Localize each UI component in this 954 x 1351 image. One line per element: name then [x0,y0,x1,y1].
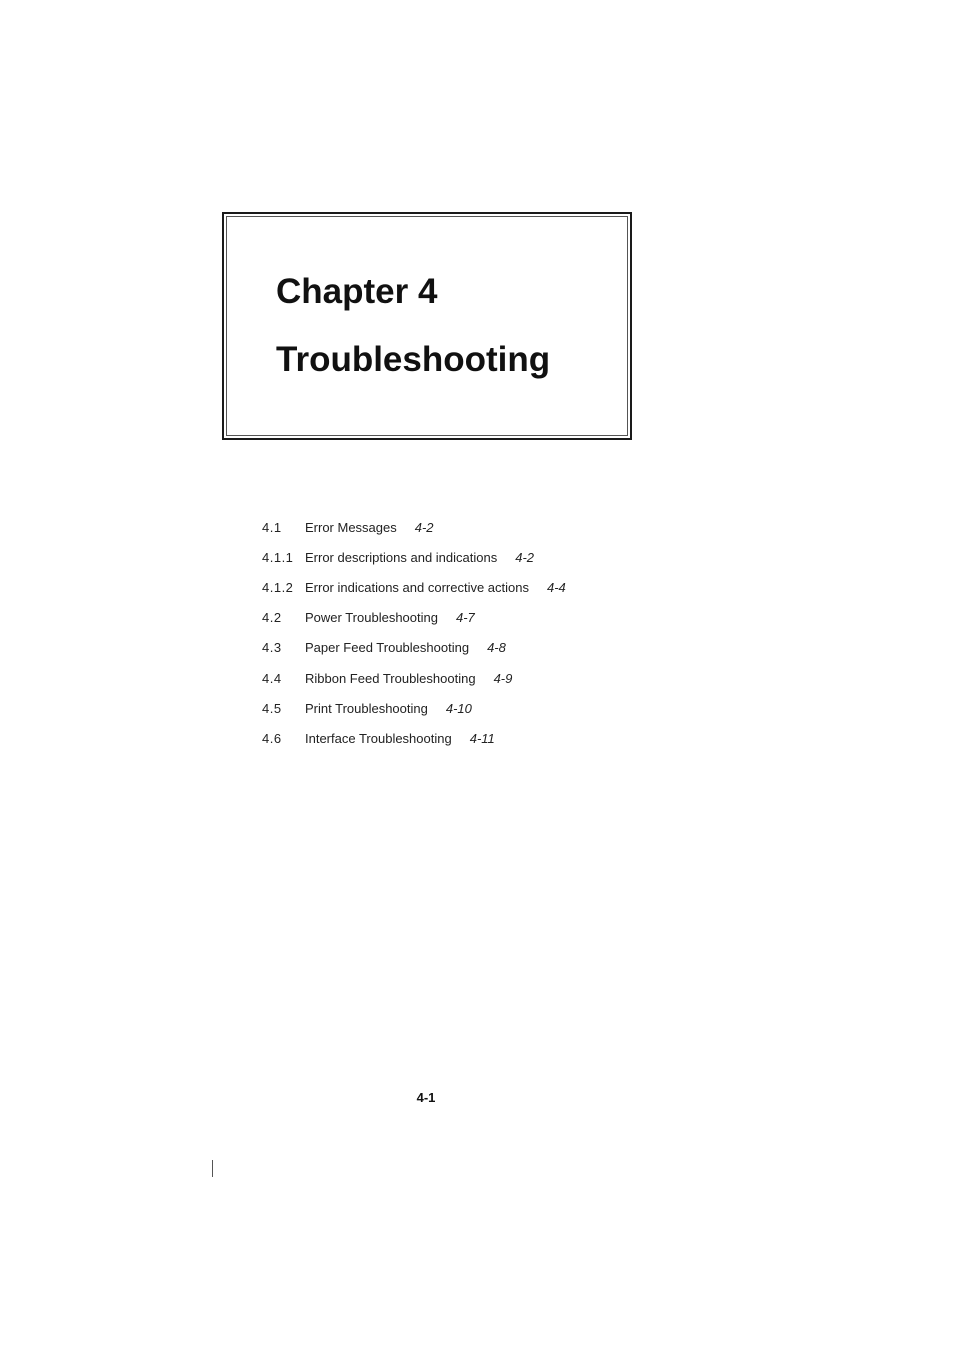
toc-section-title: Paper Feed Troubleshooting [305,640,470,656]
toc-section-title: Ribbon Feed Troubleshooting [305,670,476,686]
toc-section-number: 4.5 [262,700,282,716]
scan-mark [212,1160,213,1177]
toc-section-title: Interface Troubleshooting [305,730,452,746]
toc-section-number: 4.1.2 [262,579,294,595]
toc-entry[interactable] [262,693,566,723]
chapter-number: Chapter 4 [276,272,438,311]
toc-page-ref: 4-2 [515,549,535,565]
toc-entry[interactable] [262,512,566,542]
toc-entry[interactable] [262,663,566,693]
toc-section-number: 4.2 [262,610,282,626]
toc-section-number: 4.1.1 [262,549,294,565]
toc-page-ref: 4-8 [487,640,506,656]
toc-entry[interactable] [262,572,566,602]
toc-section-number: 4.1 [262,519,282,535]
toc-entry[interactable] [262,603,566,633]
toc-page-ref: 4-2 [414,519,434,535]
toc-page-ref: 4-11 [469,730,495,746]
toc-page-ref: 4-4 [547,579,566,595]
chapter-title-box [222,212,632,440]
toc-section-title: Error indications and corrective actions [305,579,529,595]
toc-section-title: Error Messages [305,519,397,535]
toc-section-number: 4.3 [262,640,282,656]
toc-section-number: 4.6 [262,730,282,746]
chapter-title: Troubleshooting [276,340,551,379]
table-of-contents [262,512,566,754]
toc-section-title: Power Troubleshooting [305,610,438,626]
toc-section-number: 4.4 [262,670,282,686]
toc-entry[interactable] [262,633,566,663]
page-number: 4-1 [416,1090,436,1105]
toc-section-title: Error descriptions and indications [305,549,498,565]
toc-page-ref: 4-7 [455,610,475,626]
toc-page-ref: 4-9 [493,670,513,686]
toc-entry[interactable] [262,542,566,572]
toc-page-ref: 4-10 [445,700,472,716]
toc-section-title: Print Troubleshooting [305,700,428,716]
toc-entry[interactable] [262,723,566,753]
